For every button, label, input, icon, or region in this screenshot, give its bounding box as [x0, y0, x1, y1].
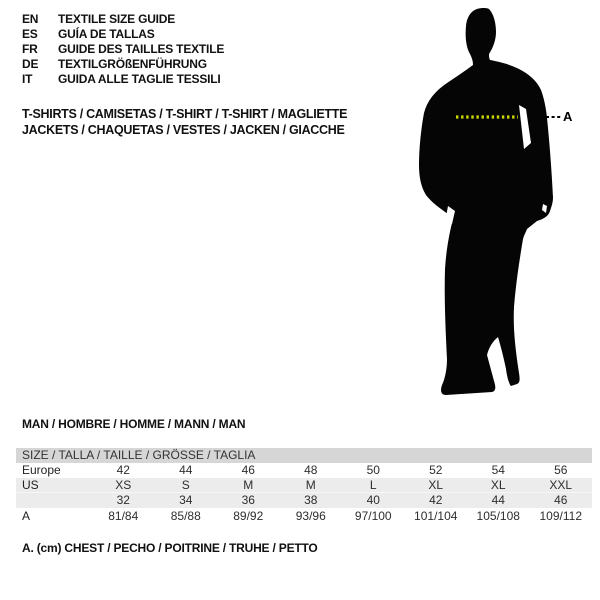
language-row-de [22, 57, 224, 72]
table-cell: 54 [491, 463, 505, 477]
size-table [16, 448, 592, 525]
table-cell: 44 [179, 463, 193, 477]
table-cell: L [369, 478, 377, 492]
table-cell: 46 [554, 493, 568, 507]
table-cell: 56 [554, 463, 568, 477]
table-cell: 97/100 [354, 509, 392, 523]
row-label [16, 493, 92, 508]
category-line-jackets: JACKETS / CHAQUETAS / VESTES / JACKEN / GIACCHE [22, 122, 345, 137]
language-code: FR [22, 42, 38, 56]
table-header-label: SIZE / TALLA / TAILLE / GRÖSSE / TAGLIA [22, 448, 256, 462]
table-cell: M [305, 478, 316, 492]
table-cell: 109/112 [539, 509, 582, 523]
table-cell: S [181, 478, 190, 492]
table-cell: 105/108 [476, 509, 520, 523]
man-silhouette [415, 6, 565, 398]
table-cell: XXL [549, 478, 573, 492]
table-cell: 40 [366, 493, 380, 507]
row-label: Europe [22, 463, 61, 477]
language-label: TEXTILE SIZE GUIDE [58, 12, 176, 26]
table-cell: 89/92 [233, 509, 264, 523]
table-cell: 36 [241, 493, 255, 507]
language-label: GUIDA ALLE TAGLIE TESSILI [58, 72, 221, 86]
language-label: GUÍA DE TALLAS [58, 27, 155, 41]
language-label: GUIDE DES TAILLES TEXTILE [58, 42, 225, 56]
language-code: DE [22, 57, 39, 71]
language-list [22, 12, 224, 87]
table-cell: 34 [179, 493, 193, 507]
language-label: TEXTILGRÖßENFÜHRUNG [58, 57, 207, 71]
table-cell: 42 [429, 493, 443, 507]
measure-footnote: A. (cm) CHEST / PECHO / POITRINE / TRUHE / PETTO [22, 541, 318, 555]
man-figure [415, 6, 590, 398]
category-lines [22, 107, 347, 138]
language-row-fr [22, 42, 224, 57]
man-silhouette-body [419, 8, 553, 395]
row-label: A [22, 509, 31, 523]
table-cell: 46 [241, 463, 255, 477]
table-cell: 52 [429, 463, 443, 477]
table-row-europe [16, 463, 592, 478]
measure-label-a: A [563, 109, 573, 124]
section-title-man: MAN / HOMBRE / HOMME / MANN / MAN [22, 417, 246, 431]
table-header-row [16, 448, 592, 463]
table-row-chest [16, 508, 592, 525]
language-row-es [22, 27, 224, 42]
table-row-us [16, 478, 592, 493]
table-cell: M [243, 478, 254, 492]
table-cell: 42 [116, 463, 130, 477]
language-code: ES [22, 27, 38, 41]
language-code: IT [22, 72, 33, 86]
table-cell: 44 [491, 493, 505, 507]
language-row-it [22, 72, 224, 87]
table-cell: XL [490, 478, 506, 492]
table-row-us-numeric [16, 493, 592, 508]
table-cell: 32 [116, 493, 130, 507]
table-cell: 85/88 [170, 509, 201, 523]
language-row-en [22, 12, 224, 27]
table-cell: 93/96 [295, 509, 326, 523]
table-cell: XL [428, 478, 444, 492]
language-code: EN [22, 12, 39, 26]
table-cell: 48 [304, 463, 318, 477]
table-cell: 81/84 [108, 509, 139, 523]
table-cell: 50 [366, 463, 380, 477]
category-line-tshirts: T-SHIRTS / CAMISETAS / T-SHIRT / T-SHIRT / MAGLIETTE [22, 107, 348, 121]
table-cell: 101/104 [414, 509, 458, 523]
row-label: US [22, 478, 39, 492]
table-cell: 38 [304, 493, 318, 507]
table-cell: XS [115, 478, 132, 492]
